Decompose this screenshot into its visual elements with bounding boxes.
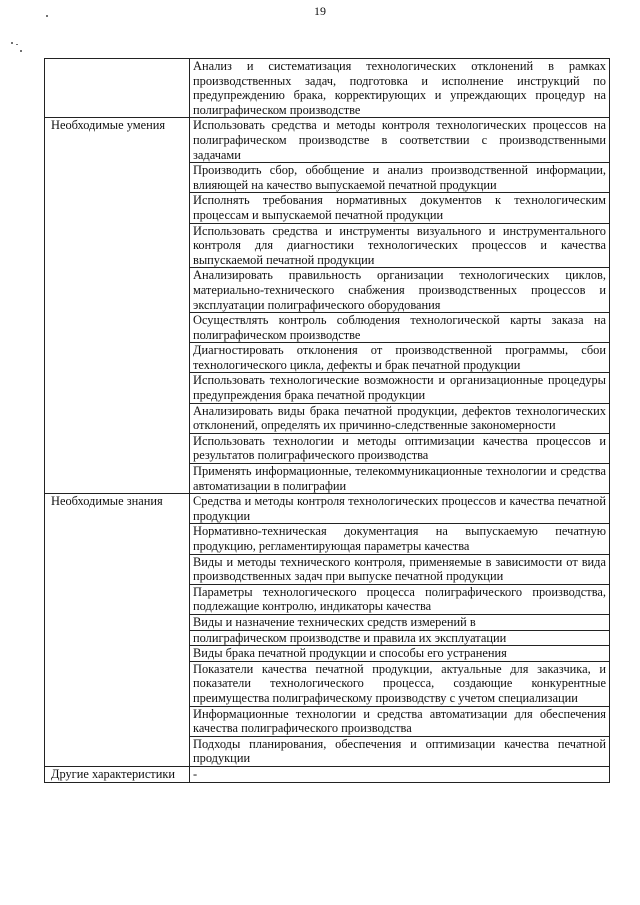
row-label-empty — [45, 373, 190, 403]
page-number: 19 — [314, 4, 326, 18]
table-row — [45, 118, 610, 163]
table-row — [45, 584, 610, 614]
table-row — [45, 706, 610, 736]
scan-speck — [20, 50, 22, 52]
skills-item: Исполнять требования нормативных документов к технологическим процессам и выпускаемой печатной продукции — [190, 193, 610, 223]
table-row — [45, 464, 610, 494]
row-label-empty — [45, 706, 190, 736]
knowledge-label: Необходимые знания — [45, 494, 190, 524]
row-label-empty — [45, 646, 190, 662]
table-row — [45, 373, 610, 403]
qualification-table — [44, 58, 610, 783]
row-label-empty — [45, 343, 190, 373]
skills-item: Применять информационные, телекоммуникационные технологии и средства автоматизации в полиграфии — [190, 464, 610, 494]
row-label-empty — [45, 630, 190, 646]
skills-item: Использовать средства и методы контроля технологических процессов на полиграфическом производстве в соответствии с производственными задачами — [190, 118, 610, 163]
intro-cell: Анализ и систематизация технологических отклонений в рамках производственных задач, подготовка и исполнение инструкций по предупреждению брака, корректирующих и упреждающих процедур на полиграфическом производстве — [190, 59, 610, 118]
skills-item: Использовать средства и инструменты визуального и инструментального контроля для диагностики технологических процессов и качества выпускаемой печатной продукции — [190, 223, 610, 268]
skills-item: Использовать технологические возможности и организационные процедуры предупреждения брака печатной продукции — [190, 373, 610, 403]
row-label-empty — [45, 268, 190, 313]
skills-item: Анализировать правильность организации технологических циклов, материально-технического снабжения производственных процессов и эксплуатации полиграфического оборудования — [190, 268, 610, 313]
row-label-empty — [45, 313, 190, 343]
scan-speck — [46, 15, 48, 17]
table-row — [45, 630, 610, 646]
knowledge-item: Виды и методы технического контроля, применяемые в зависимости от вида производственных задач при выпуске печатной продукции — [190, 554, 610, 584]
table-row — [45, 766, 610, 782]
row-label-empty — [45, 584, 190, 614]
table-row — [45, 494, 610, 524]
row-label-empty — [45, 403, 190, 433]
table-row — [45, 268, 610, 313]
knowledge-item: Виды и назначение технических средств измерений в — [190, 614, 610, 630]
row-label-empty — [45, 59, 190, 118]
knowledge-item: Нормативно-техническая документация на выпускаемую печатную продукцию, регламентирующая параметры качества — [190, 524, 610, 554]
other-value: - — [190, 766, 610, 782]
table-row — [45, 163, 610, 193]
table-row — [45, 223, 610, 268]
scan-speck — [16, 44, 18, 45]
table-row — [45, 433, 610, 463]
table-row — [45, 403, 610, 433]
row-label-empty — [45, 223, 190, 268]
skills-item: Осуществлять контроль соблюдения технологической карты заказа на полиграфическом производстве — [190, 313, 610, 343]
other-label: Другие характеристики — [45, 766, 190, 782]
skills-item: Производить сбор, обобщение и анализ производственной информации, влияющей на качество выпускаемой печатной продукции — [190, 163, 610, 193]
row-label-empty — [45, 193, 190, 223]
skills-label: Необходимые умения — [45, 118, 190, 163]
knowledge-item: Параметры технологического процесса полиграфического производства, подлежащие контролю, индикаторы качества — [190, 584, 610, 614]
knowledge-item: Информационные технологии и средства автоматизации для обеспечения качества полиграфического производства — [190, 706, 610, 736]
skills-item: Анализировать виды брака печатной продукции, дефектов технологических отклонений, определять их причинно-следственные закономерности — [190, 403, 610, 433]
row-label-empty — [45, 614, 190, 630]
table-row — [45, 736, 610, 766]
table-row — [45, 614, 610, 630]
table-row — [45, 313, 610, 343]
row-label-empty — [45, 433, 190, 463]
row-label-empty — [45, 661, 190, 706]
row-label-empty — [45, 554, 190, 584]
knowledge-item: Виды брака печатной продукции и способы его устранения — [190, 646, 610, 662]
table-row — [45, 646, 610, 662]
table-row — [45, 524, 610, 554]
table-row — [45, 193, 610, 223]
knowledge-item: Средства и методы контроля технологических процессов и качества печатной продукции — [190, 494, 610, 524]
scan-speck — [11, 42, 13, 44]
row-label-empty — [45, 524, 190, 554]
skills-item: Диагностировать отклонения от производственной программы, сбои технологического цикла, дефекты и брак печатной продукции — [190, 343, 610, 373]
table-row — [45, 554, 610, 584]
knowledge-item: Подходы планирования, обеспечения и оптимизации качества печатной продукции — [190, 736, 610, 766]
knowledge-item: полиграфическом производстве и правила их эксплуатации — [190, 630, 610, 646]
row-label-empty — [45, 736, 190, 766]
skills-item: Использовать технологии и методы оптимизации качества процессов и результатов полиграфического производства — [190, 433, 610, 463]
row-label-empty — [45, 163, 190, 193]
knowledge-item: Показатели качества печатной продукции, актуальные для заказчика, и показатели технологического процесса, создающие конкурентные преимущества полиграфическому производству с учетом специализации — [190, 661, 610, 706]
row-label-empty — [45, 464, 190, 494]
table-row — [45, 343, 610, 373]
table-row — [45, 661, 610, 706]
table-row — [45, 59, 610, 118]
